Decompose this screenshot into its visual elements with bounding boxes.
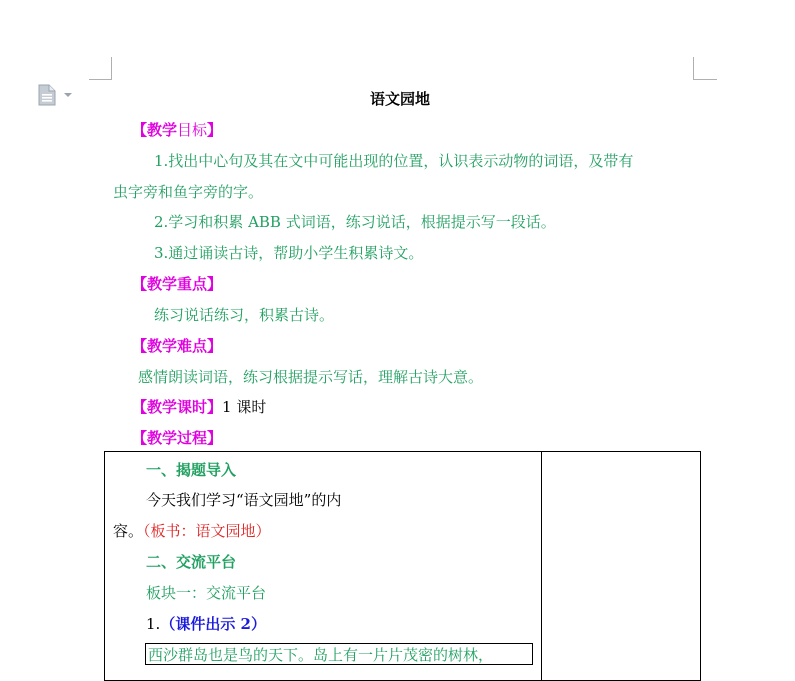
section-2-heading: 二、交流平台 xyxy=(146,553,237,571)
process-label: 【教学过程】 xyxy=(132,429,223,447)
key-points-label: 【教学重点】 xyxy=(132,275,223,293)
crop-mark-top-right-v xyxy=(693,57,694,80)
hours-label: 【教学课时】 xyxy=(132,398,223,416)
hours-text: 1 课时 xyxy=(222,398,267,416)
goal-item-2: 2.学习和积累 ABB 式词语，练习说话，根据提示写一段话。 xyxy=(154,213,556,231)
goal-item-1-line-2: 虫字旁和鱼字旁的字。 xyxy=(113,183,264,201)
crop-mark-top-right-h xyxy=(693,79,717,80)
crop-mark-top-left-h xyxy=(89,79,112,80)
key-points-text: 练习说话练习，积累古诗。 xyxy=(154,306,335,324)
chevron-down-icon[interactable] xyxy=(64,93,72,97)
difficulties-label: 【教学难点】 xyxy=(132,337,223,355)
goal-item-3: 3.通过诵读古诗，帮助小学生积累诗文。 xyxy=(154,244,424,262)
block-1-label: 板块一：交流平台 xyxy=(146,584,267,602)
goals-label: 【教学目标】 xyxy=(132,121,223,139)
crop-mark-top-left-v xyxy=(111,57,112,80)
page-title: 语文园地 xyxy=(370,90,431,108)
section-1-line-2: 容。（板书：语文园地） xyxy=(113,522,271,540)
boxed-passage-text: 西沙群岛也是鸟的天下。岛上有一片片茂密的树林， xyxy=(148,646,494,664)
goal-item-1-line-1: 1.找出中心句及其在文中可能出现的位置，认识表示动物的词语，及带有 xyxy=(154,152,634,170)
section-1-line-1: 今天我们学习“语文园地”的内 xyxy=(146,491,342,509)
table-column-divider xyxy=(541,452,542,680)
document-icon[interactable] xyxy=(37,84,57,110)
difficulties-text: 感情朗读词语，练习根据提示写话，理解古诗大意。 xyxy=(138,368,484,386)
section-1-heading: 一、揭题导入 xyxy=(146,461,237,479)
courseware-row: 1.（课件出示 2） xyxy=(146,615,266,633)
hours-row xyxy=(132,397,266,417)
